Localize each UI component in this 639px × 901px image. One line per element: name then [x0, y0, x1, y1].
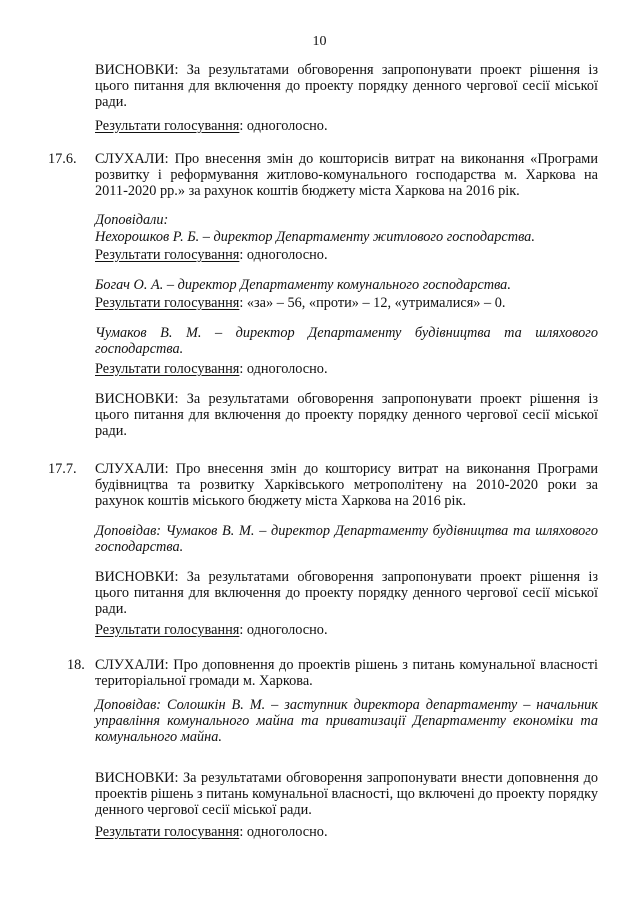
vote-text: : одноголосно.	[239, 118, 328, 134]
item-vote	[95, 622, 598, 638]
conclusion-label: ВИСНОВКИ:	[95, 770, 179, 786]
item-conclusion	[95, 391, 598, 439]
heard-text: Про внесення змін до кошторису витрат на виконання Програми будівництва та розвитку Харківського метрополітену на 2010-2020 роки за рахунок коштів міського бюджету міста Харкова на 2016 рік.	[95, 461, 598, 509]
conclusion-text: За результатами обговорення запропонувати проект рішення із цього питання для включення до проекту порядку денного чергової сесії міської ради.	[95, 62, 598, 110]
intro-conclusion	[95, 62, 598, 110]
conclusion-label: ВИСНОВКИ:	[95, 62, 179, 78]
heard-text: Про внесення змін до кошторисів витрат на виконання «Програми розвитку і реформування житлово-комунального господарства м. Харкова на 2011-2020 рр.» за рахунок коштів бюджету міста Харкова на 2016 рік.	[95, 151, 599, 199]
conclusion-text: За результатами обговорення запропонувати проект рішення із цього питання для включення до проекту порядку денного чергової сесії міської ради.	[95, 569, 598, 617]
heard-label: СЛУХАЛИ:	[95, 461, 169, 477]
speaker-vote	[95, 247, 598, 263]
item-speaker: Доповідав: Солошкін В. М. – заступник директора департаменту – начальник управління комунального майна та приватизації Департаменту економіки та комунального майна.	[95, 697, 598, 745]
vote-text: : «за» – 56, «проти» – 12, «утрималися» – 0.	[239, 295, 506, 311]
vote-label: Результати голосування	[95, 622, 240, 638]
conclusion-text: За результатами обговорення запропонувати внести доповнення до проектів рішень з питань комунальної власності, що включені до проекту порядку денного чергової сесії міської ради.	[95, 770, 598, 818]
vote-text: : одноголосно.	[239, 361, 328, 377]
item-heard	[95, 151, 598, 199]
item-number: 17.7.	[48, 461, 77, 477]
item-conclusion	[95, 770, 598, 818]
vote-label: Результати голосування	[95, 295, 240, 311]
vote-label: Результати голосування	[95, 824, 240, 840]
vote-text: : одноголосно.	[239, 247, 328, 263]
conclusion-text: За результатами обговорення запропонувати проект рішення із цього питання для включення до проекту порядку денного чергової сесії міської ради.	[95, 391, 598, 439]
vote-text: : одноголосно.	[239, 622, 328, 638]
vote-label: Результати голосування	[95, 247, 240, 263]
item-conclusion	[95, 569, 598, 617]
speakers-label: Доповідали:	[95, 212, 169, 228]
speaker-name: Нехорошков Р. Б. – директор Департаменту житлового господарства.	[95, 229, 535, 245]
speaker-name: Чумаков В. М. – директор Департаменту будівництва та шляхового господарства.	[95, 325, 598, 357]
speaker-vote	[95, 361, 598, 377]
heard-label: СЛУХАЛИ:	[95, 657, 169, 673]
item-heard	[95, 461, 598, 509]
vote-label: Результати голосування	[95, 118, 240, 134]
heard-label: СЛУХАЛИ:	[95, 151, 169, 167]
vote-text: : одноголосно.	[239, 824, 328, 840]
item-vote	[95, 824, 598, 840]
page-number: 10	[312, 34, 327, 49]
item-speaker: Доповідав: Чумаков В. М. – директор Департаменту будівництва та шляхового господарства.	[95, 523, 598, 555]
item-heard	[95, 657, 598, 689]
heard-text: Про доповнення до проектів рішень з питань комунальної власності територіальної громади м. Харкова.	[95, 657, 598, 689]
conclusion-label: ВИСНОВКИ:	[95, 569, 179, 585]
speaker-vote	[95, 295, 598, 311]
item-number: 18.	[67, 657, 85, 673]
intro-vote	[95, 118, 598, 134]
conclusion-label: ВИСНОВКИ:	[95, 391, 179, 407]
item-number: 17.6.	[48, 151, 77, 167]
vote-label: Результати голосування	[95, 361, 240, 377]
speaker-name: Богач О. А. – директор Департаменту комунального господарства.	[95, 277, 511, 293]
